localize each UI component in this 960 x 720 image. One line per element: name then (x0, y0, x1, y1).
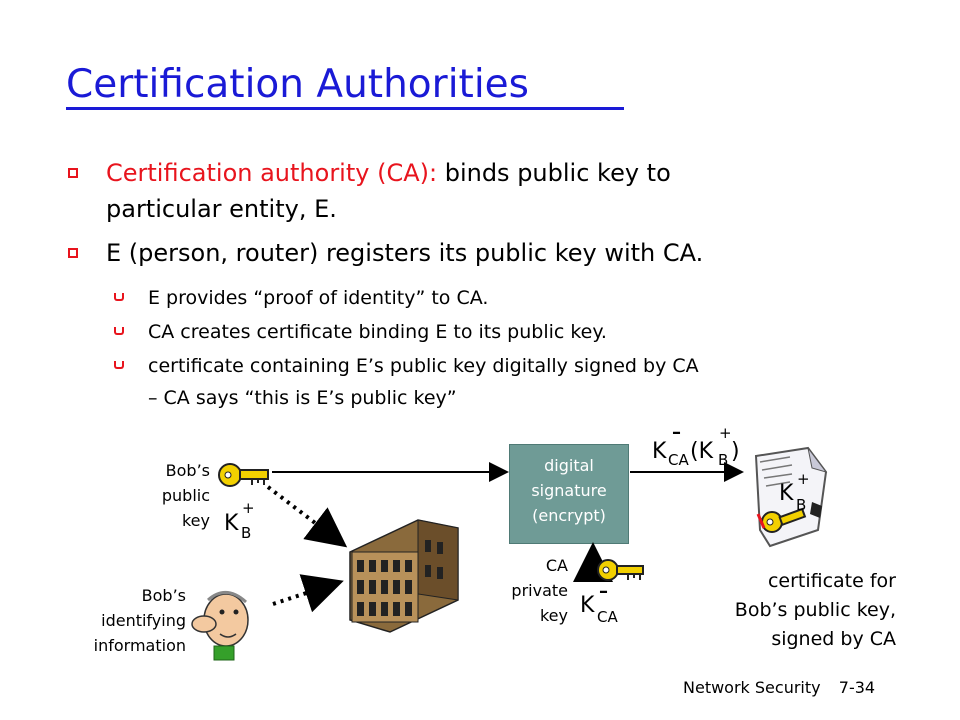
signed-key-expression (652, 422, 740, 469)
label-line: identifying (101, 611, 186, 630)
label-line: certificate for (767, 570, 896, 592)
sub-bullet-3: certificate containing E’s public key digitally signed by CA (148, 355, 699, 377)
symbol-k: K (580, 593, 595, 618)
private-key-symbol (580, 581, 618, 626)
public-key-symbol (224, 499, 255, 542)
sub-bullet-3-cont: – CA says “this is E’s public key” (148, 387, 457, 409)
symbol-sub: B (241, 524, 252, 542)
label-line: key (539, 606, 568, 625)
sub-bullet-2: CA creates certificate binding E to its public key. (148, 321, 607, 343)
ca-private-key-icon (598, 560, 643, 580)
symbol-sub: B (796, 496, 807, 514)
symbol-k: K (224, 511, 239, 536)
page-title: Certification Authorities (66, 62, 529, 107)
identity-to-ca-dotted-arrow (273, 582, 340, 604)
symbol-k: K (779, 481, 794, 506)
expr-close: ) (731, 439, 740, 464)
label-line: CA (545, 556, 568, 575)
label-line: Bob’s (141, 586, 186, 605)
box-line: digital (544, 456, 594, 475)
sub-bullet-1: E provides “proof of identity” to CA. (148, 287, 489, 309)
symbol-sub: CA (597, 608, 618, 626)
label-line: Bob’s (165, 461, 210, 480)
label-line: key (181, 511, 210, 530)
symbol-sup: + (242, 499, 255, 517)
bob-public-key-icon (219, 464, 268, 486)
expr-sub-ca: CA (668, 451, 689, 469)
label-line: signed by CA (771, 628, 896, 650)
label-line: private (511, 581, 568, 600)
public-key-to-ca-dotted-arrow (268, 487, 344, 545)
expr-open: (K (690, 439, 714, 464)
expr-sub-b: B (718, 451, 729, 469)
label-line: information (93, 636, 186, 655)
bullet-1-text: binds public key to (437, 159, 671, 187)
expr-sup-minus: – (672, 422, 681, 443)
slide-footer (683, 678, 875, 697)
symbol-sup: – (599, 581, 608, 602)
expr-sup-plus: + (719, 424, 732, 442)
box-line: signature (531, 481, 607, 500)
bullet-1-text-cont: particular entity, E. (106, 195, 337, 223)
box-line: (encrypt) (532, 506, 606, 525)
footer-page-number: 7-34 (838, 678, 876, 697)
bullet-2: E (person, router) registers its public key with CA. (106, 239, 704, 267)
bob-face-icon (192, 592, 248, 660)
bullet-1-highlight: Certification authority (CA): (106, 159, 438, 187)
ca-building-icon (350, 520, 458, 632)
label-line: Bob’s public key, (734, 599, 896, 621)
label-line: public (161, 486, 210, 505)
expr-k: K (652, 439, 667, 464)
footer-section: Network Security (683, 678, 821, 697)
symbol-sup: + (797, 470, 810, 488)
